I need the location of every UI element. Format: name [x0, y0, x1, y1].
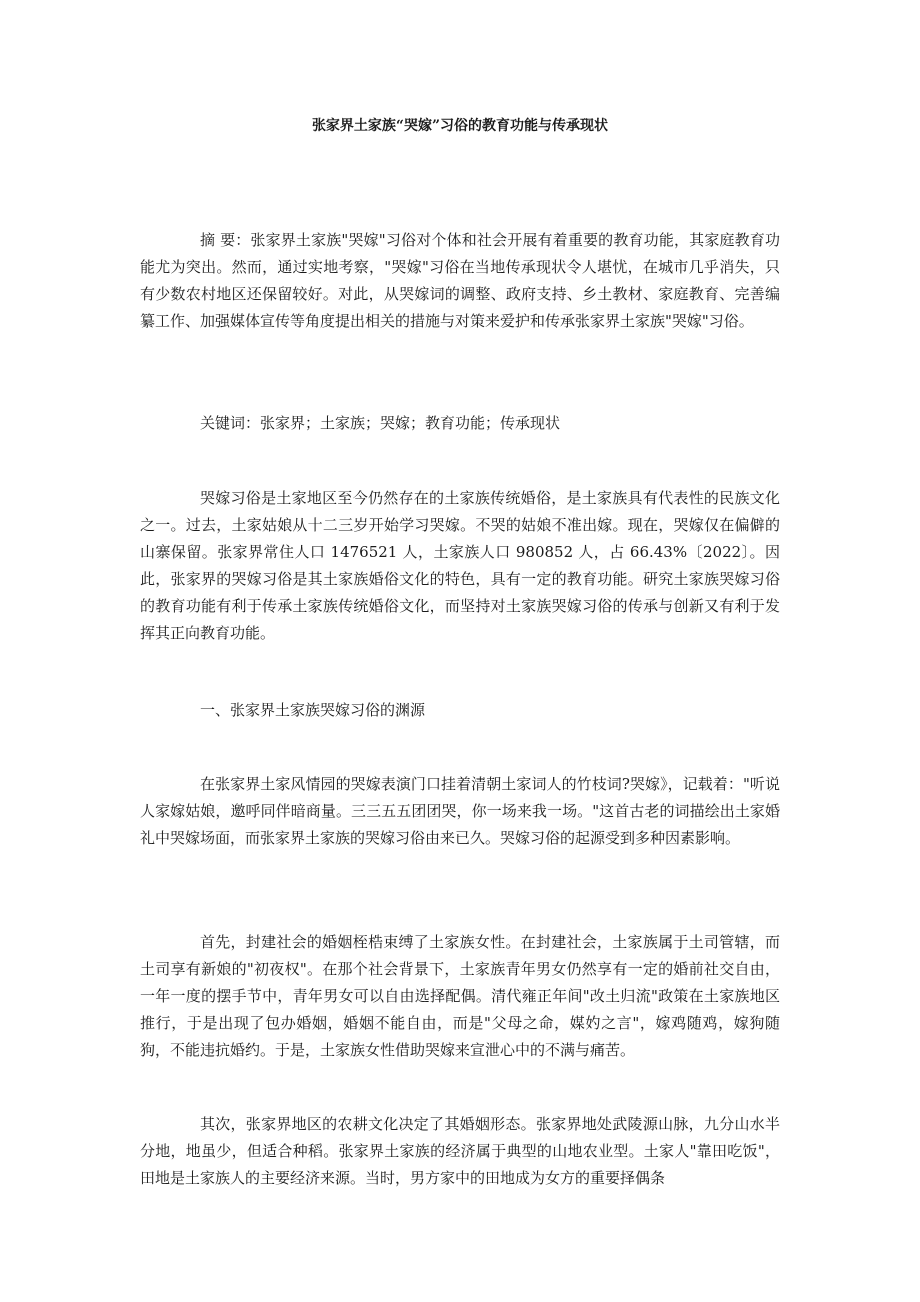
section-heading: 一、张家界土家族哭嫁习俗的渊源	[200, 701, 426, 719]
abstract-paragraph: 摘 要：张家界土家族"哭嫁"习俗对个体和社会开展有着重要的教育功能，其家庭教育功能尤为突出。然而，通过实地考察，"哭嫁"习俗在当地传承现状令人堪忧，在城市几乎消失，只有少数农村地区还保留较好。对此，从哭嫁词的调整、政府支持、乡土教材、家庭教育、完善编纂工作、加强媒体宣传等角度提出相关的措施与对策来爱护和传承张家界土家族"哭嫁"习俗。	[140, 231, 780, 330]
keywords-line: 关键词：张家界；土家族；哭嫁；教育功能；传承现状	[200, 414, 561, 432]
body-paragraph: 在张家界土家风情园的哭嫁表演门口挂着清朝土家词人的竹枝词?哭嫁》，记载着："听说人家嫁姑娘，邀呼同伴暗商量。三三五五团团哭，你一场来我一场。"这首古老的词描绘出土家婚礼中哭嫁场面，而张家界土家族的哭嫁习俗由来已久。哭嫁习俗的起源受到多种因素影响。	[140, 775, 780, 847]
body-paragraph: 其次，张家界地区的农耕文化决定了其婚姻形态。张家界地处武陵源山脉，九分山水半分地，地虽少，但适合种稻。张家界土家族的经济属于典型的山地农业型。土家人"靠田吃饭"，田地是土家族人的主要经济来源。当时，男方家中的田地成为女方的重要择偶条	[140, 1115, 780, 1187]
body-paragraph: 首先，封建社会的婚姻桎梏束缚了土家族女性。在封建社会，土家族属于土司管辖，而土司享有新娘的"初夜权"。在那个社会背景下，土家族青年男女仍然享有一定的婚前社交自由，一年一度的摆手节中，青年男女可以自由选择配偶。清代雍正年间"改土归流"政策在土家族地区推行，于是出现了包办婚姻，婚姻不能自由，而是"父母之命，媒妁之言"，嫁鸡随鸡，嫁狗随狗，不能违抗婚约。于是，土家族女性借助哭嫁来宣泄心中的不满与痛苦。	[140, 933, 780, 1059]
intro-paragraph: 哭嫁习俗是土家地区至今仍然存在的土家族传统婚俗，是土家族具有代表性的民族文化之一。过去，土家姑娘从十二三岁开始学习哭嫁。不哭的姑娘不准出嫁。现在，哭嫁仅在偏僻的山寨保留。张家界常住人口 1476521 人，土家族人口 980852 人，占 66.43%〔2022〕。因此，张家界的哭嫁习俗是其土家族婚俗文化的特色，具有一定的教育功能。研究土家族哭嫁习俗的教育功能有利于传承土家族传统婚俗文化，而坚持对土家族哭嫁习俗的传承与创新又有利于发挥其正向教育功能。	[140, 489, 780, 642]
document-title: 张家界土家族“哭嫁”习俗的教育功能与传承现状	[311, 118, 609, 134]
